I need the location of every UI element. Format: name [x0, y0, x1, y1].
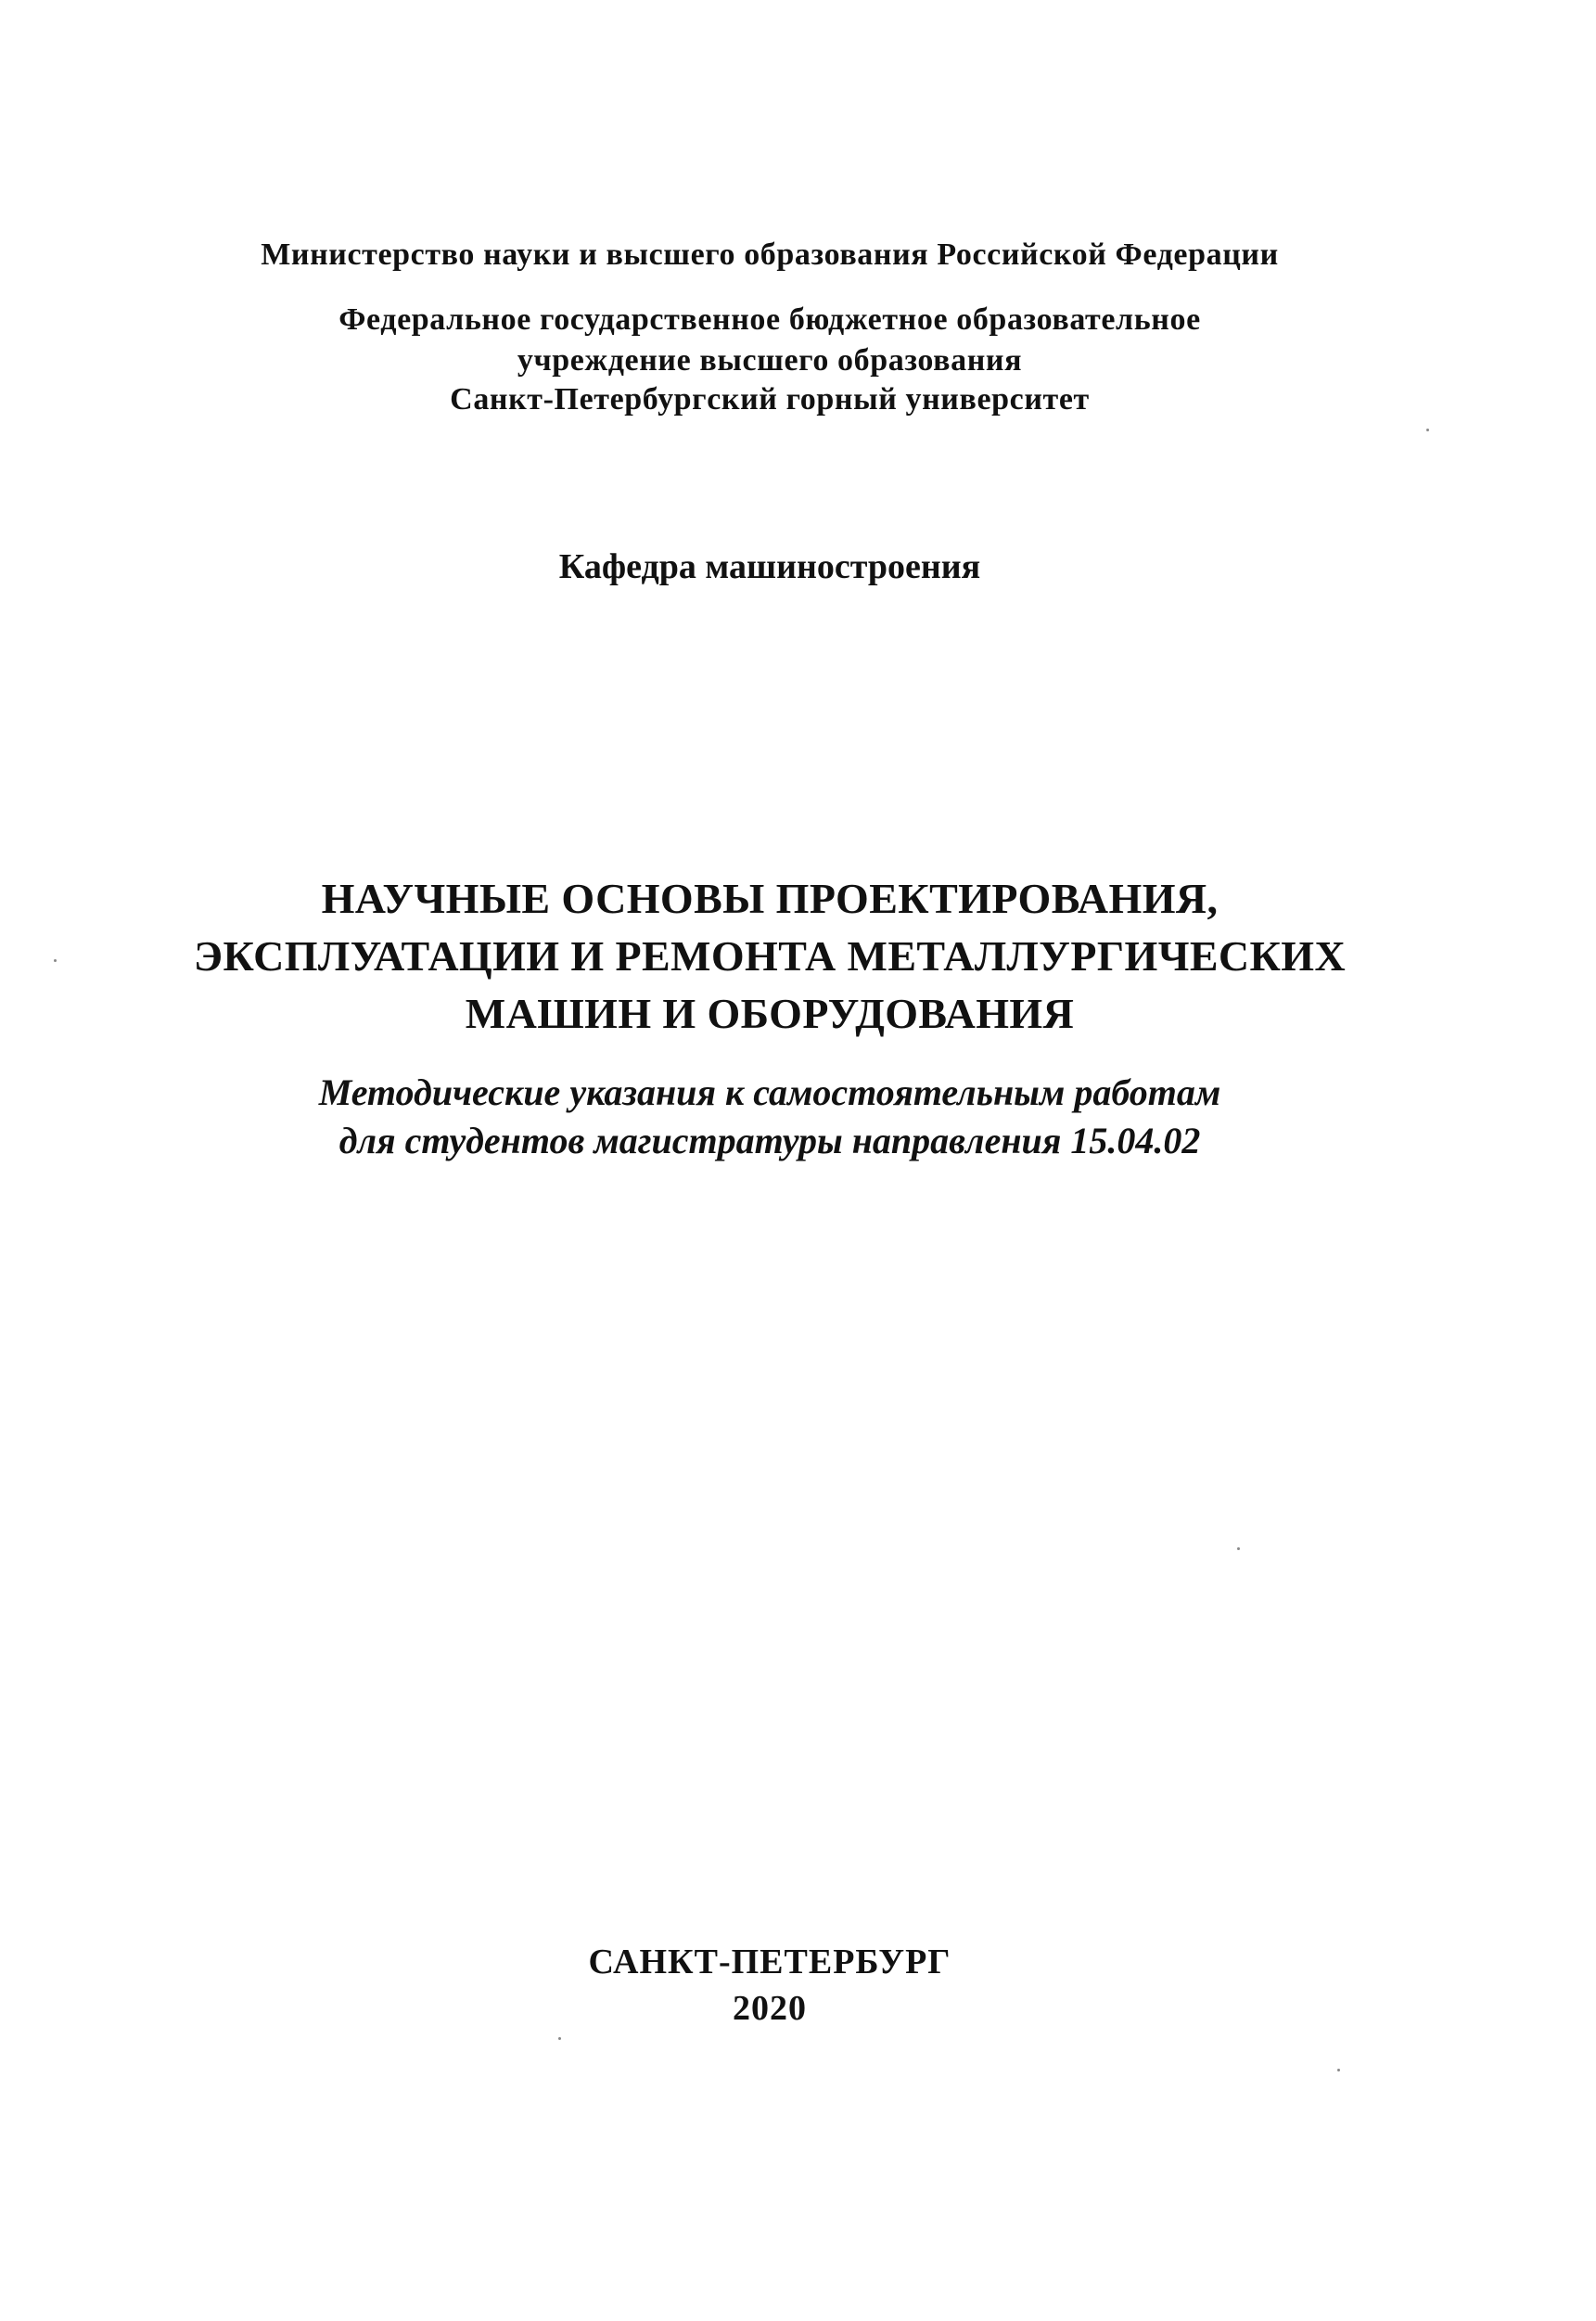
institution-line-1: Федеральное государственное бюджетное образовательное: [338, 302, 1201, 337]
title-line-2: ЭКСПЛУАТАЦИИ И РЕМОНТА МЕТАЛЛУРГИЧЕСКИХ: [193, 932, 1347, 980]
publication-year: 2020: [733, 1989, 807, 2028]
title-line-1: НАУЧНЫЕ ОСНОВЫ ПРОЕКТИРОВАНИЯ,: [321, 875, 1219, 922]
scan-speck: [558, 2037, 561, 2040]
ministry-line: Министерство науки и высшего образования Российской Федерации: [261, 237, 1279, 272]
title-line-3: МАШИН И ОБОРУДОВАНИЯ: [465, 990, 1075, 1037]
institution-line-2: учреждение высшего образования: [517, 343, 1023, 378]
city-name: САНКТ-ПЕТЕРБУРГ: [588, 1943, 951, 1981]
scan-speck: [54, 959, 57, 962]
scan-speck: [1426, 429, 1429, 431]
scan-speck: [1237, 1547, 1240, 1550]
scan-speck: [1337, 2069, 1340, 2071]
department-name: Кафедра машиностроения: [558, 547, 981, 586]
institution-line-3: Санкт-Петербургский горный университет: [450, 382, 1090, 417]
subtitle-line-1: Методические указания к самостоятельным работам: [318, 1071, 1221, 1113]
subtitle-line-2: для студентов магистратуры направления 15.04.02: [338, 1120, 1201, 1161]
